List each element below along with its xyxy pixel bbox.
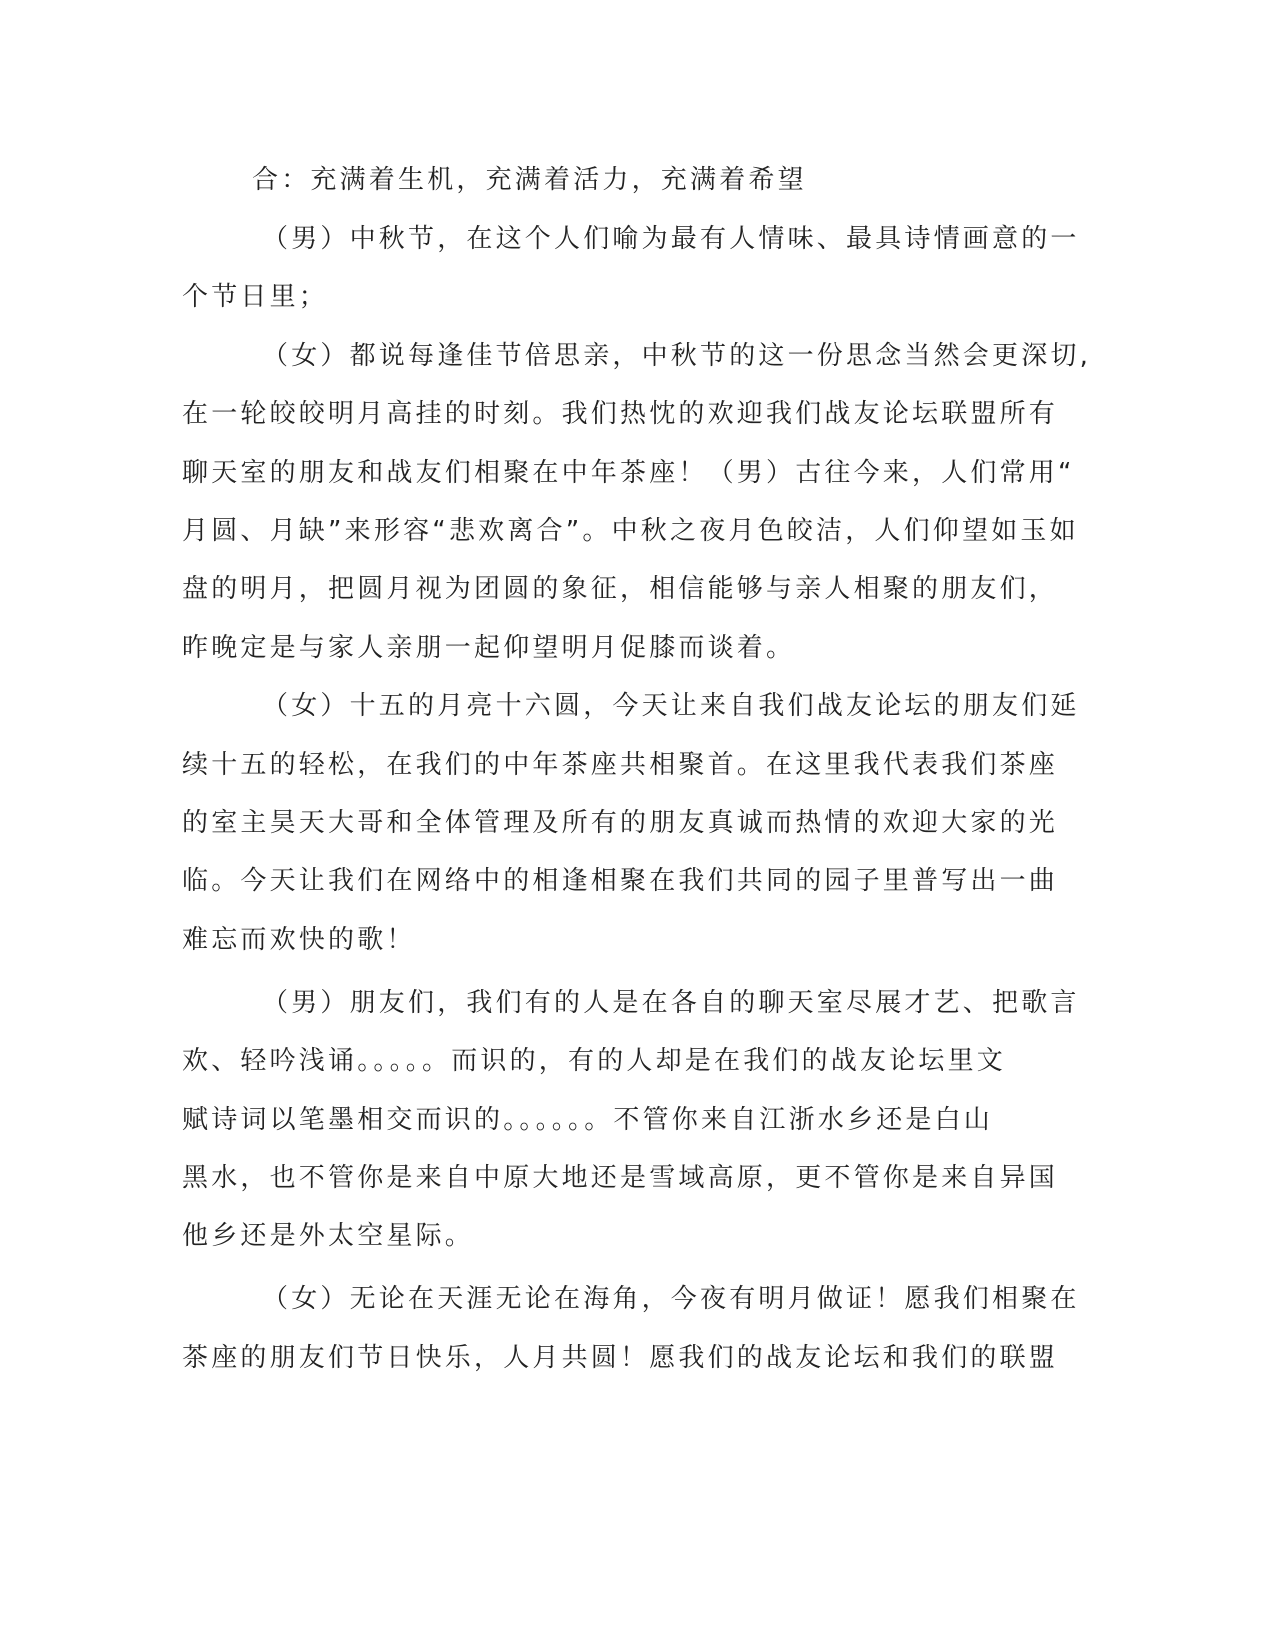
text-line: 聊天室的朋友和战友们相聚在中年茶座！（男）古往今来，人们常用“ (182, 458, 1075, 488)
text-line: 赋诗词以笔墨相交而识的。。。。。。不管你来自江浙水乡还是白山 (182, 1105, 994, 1135)
text-line: 昨晚定是与家人亲朋一起仰望明月促膝而谈着。 (182, 633, 796, 663)
text-line: 个节日里； (182, 282, 329, 312)
text-line: 合：充满着生机，充满着活力，充满着希望 (252, 165, 807, 195)
text-line: （男）中秋节，在这个人们喻为最有人情味、最具诗情画意的一 (262, 224, 1080, 254)
text-line: （男）朋友们，我们有的人是在各自的聊天室尽展才艺、把歌言 (262, 988, 1080, 1018)
text-line: 他乡还是外太空星际。 (182, 1221, 475, 1251)
text-line: （女）都说每逢佳节倍思亲，中秋节的这一份思念当然会更深切, (262, 341, 1092, 371)
text-line: （女）十五的月亮十六圆，今天让来自我们战友论坛的朋友们延 (262, 691, 1080, 721)
text-line: 盘的明月，把圆月视为团圆的象征，相信能够与亲人相聚的朋友们， (182, 574, 1059, 604)
text-line: 茶座的朋友们节日快乐，人月共圆！愿我们的战友论坛和我们的联盟 (182, 1343, 1059, 1373)
text-line: 欢、轻吟浅诵。。。。。而识的，有的人却是在我们的战友论坛里文 (182, 1046, 1007, 1076)
text-line: 黑水，也不管你是来自中原大地还是雪域高原，更不管你是来自异国 (182, 1163, 1059, 1193)
text-line: （女）无论在天涯无论在海角，今夜有明月做证！愿我们相聚在 (262, 1284, 1080, 1314)
text-line: 难忘而欢快的歌！ (182, 925, 416, 955)
text-line: 续十五的轻松，在我们的中年茶座共相聚首。在这里我代表我们茶座 (182, 750, 1059, 780)
text-line: 的室主昊天大哥和全体管理及所有的朋友真诚而热情的欢迎大家的光 (182, 808, 1059, 838)
text-line: 月圆、月缺”来形容“悲欢离合”。中秋之夜月色皎洁，人们仰望如玉如 (182, 516, 1079, 546)
text-line: 在一轮皎皎明月高挂的时刻。我们热忱的欢迎我们战友论坛联盟所有 (182, 399, 1059, 429)
text-line: 临。今天让我们在网络中的相逢相聚在我们共同的园子里普写出一曲 (182, 866, 1059, 896)
